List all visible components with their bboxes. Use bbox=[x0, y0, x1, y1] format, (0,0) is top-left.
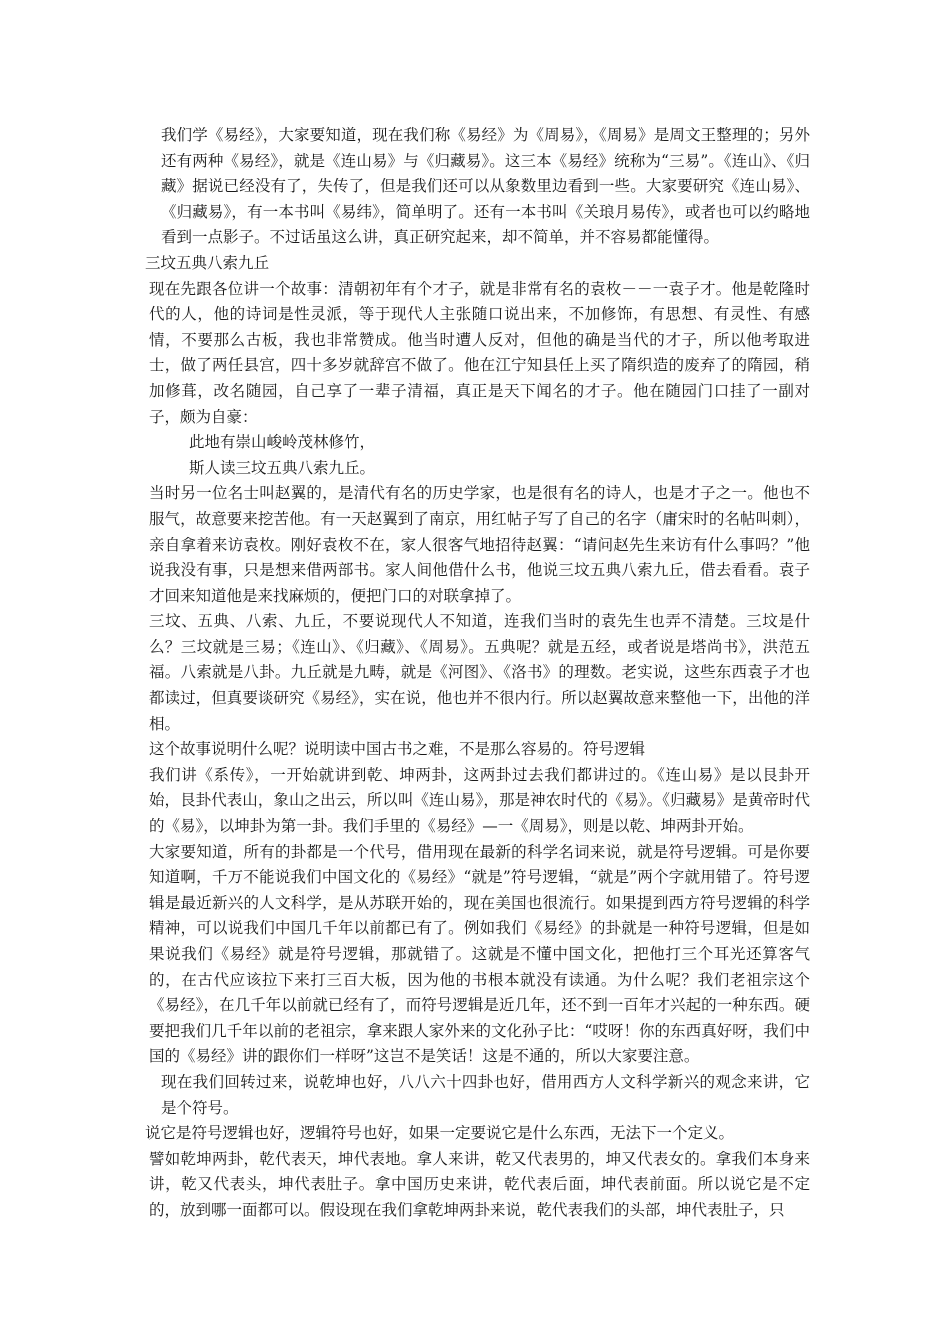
paragraph: 大家要知道，所有的卦都是一个代号，借用现在最新的科学名词来说，就是符号逻辑。可是你要知道啊，千万不能说我们中国文化的《易经》“就是”符号逻辑，“就是”两个字就用错了。符号逻辑是最近新兴的人文科学，是从苏联开始的，现在美国也很流行。如果提到西方符号逻辑的科学精神，可以说我们中国几千年以前都已有了。例如我们《易经》的卦就是一种符号逻辑，但是如果说我们《易经》就是符号逻辑，那就错了。这就是不懂中国文化，把他打三个耳光还算客气的，在古代应该拉下来打三百大板，因为他的书根本就没有读通。为什么呢？我们老祖宗这个《易经》，在几千年以前就已经有了，而符号逻辑是近几年，还不到一百年才兴起的一种东西。硬要把我们几千年以前的老祖宗，拿来跟人家外来的文化孙子比：“哎呀！你的东西真好呀，我们中国的《易经》讲的跟你们一样呀”这岂不是笑话！这是不通的，所以大家要注意。 bbox=[149, 842, 810, 1066]
paragraph: 我们学《易经》，大家要知道，现在我们称《易经》为《周易》，《周易》是周文王整理的；另外还有两种《易经》，就是《连山易》与《归藏易》。这三本《易经》统称为“三易”。《连山》、《归藏》据说已经没有了，失传了，但是我们还可以从象数里边看到一些。大家要研究《连山易》、《归藏易》，有一本书叫《易纬》，简单明了。还有一本书叫《关琅月易传》，或者也可以约略地看到一点影子。不过话虽这么讲，真正研究起来，却不简单，并不容易都能懂得。 bbox=[161, 126, 810, 247]
paragraph: 譬如乾坤两卦，乾代表天，坤代表地。拿人来讲，乾又代表男的，坤又代表女的。拿我们本身来讲，乾又代表头，坤代表肚子。拿中国历史来讲，乾代表后面，坤代表前面。所以说它是不定的，放到哪一面都可以。假设现在我们拿乾坤两卦来说，乾代表我们的头部，坤代表肚子，只 bbox=[149, 1149, 810, 1219]
paragraph: 现在我们回转过来，说乾坤也好，八八六十四卦也好，借用西方人文科学新兴的观念来讲，它是个符号。 bbox=[161, 1072, 810, 1117]
paragraph: 我们讲《系传》，一开始就讲到乾、坤两卦，这两卦过去我们都讲过的。《连山易》是以艮卦开始，艮卦代表山，象山之出云，所以叫《连山易》，那是神农时代的《易》。《归藏易》是黄帝时代的《易》，以坤卦为第一卦。我们手里的《易经》—一《周易》，则是以乾、坤两卦开始。 bbox=[149, 765, 810, 836]
paragraph: 这个故事说明什么呢？说明读中国古书之难，不是那么容易的。符号逻辑 bbox=[149, 740, 646, 759]
document-page bbox=[145, 123, 810, 1224]
couplet-line: 斯人读三坟五典八索九丘。 bbox=[189, 458, 376, 477]
section-heading: 三坟五典八索九丘 bbox=[145, 253, 270, 272]
paragraph: 现在先跟各位讲一个故事：清朝初年有个才子，就是非常有名的袁枚－－一袁子才。他是乾隆时代的人，他的诗词是性灵派，等于现代人主张随口说出来，不加修饰，有思想、有灵性、有感情，不要那么古板，我也非常赞成。他当时遭人反对，但他的确是当代的才子，所以他考取进士，做了两任县宫，四十多岁就辞宫不做了。他在江宁知县任上买了隋织造的废弃了的隋园，稍加修葺，改名随园，自己享了一辈子清福，真正是天下闻名的才子。他在随园门口挂了一副对子，颇为自豪： bbox=[149, 279, 810, 426]
paragraph: 说它是符号逻辑也好，逻辑符号也好，如果一定要说它是什么东西，无法下一个定义。 bbox=[145, 1124, 735, 1143]
paragraph: 当时另一位名士叫赵翼的，是清代有名的历史学家，也是很有名的诗人，也是才子之一。他也不服气，故意要来挖苦他。有一天赵翼到了南京，用红帖子写了自己的名字（庸宋时的名帖叫刺），亲自拿着来访袁枚。刚好袁枚不在，家人很客气地招待赵翼：“请问赵先生来访有什么事吗？”他说我没有事，只是想来借两部书。家人间他借什么书，他说三坟五典八索九丘，借去看看。袁子才回来知道他是来找麻烦的，便把门口的对联拿掉了。 bbox=[149, 484, 810, 605]
couplet-line: 此地有崇山峻岭茂林修竹， bbox=[189, 433, 376, 452]
paragraph: 三坟、五典、八索、九丘，不要说现代人不知道，连我们当时的袁先生也弄不清楚。三坟是什么？三坟就是三易；《连山》、《归藏》、《周易》。五典呢？就是五经，或者说是塔尚书》，洪范五福。八索就是八卦。九丘就是九畴，就是《河图》、《洛书》的理数。老实说，这些东西袁子才也都读过，但真要谈研究《易经》，实在说，他也并不很内行。所以赵翼故意来整他一下，出他的洋相。 bbox=[149, 612, 810, 733]
